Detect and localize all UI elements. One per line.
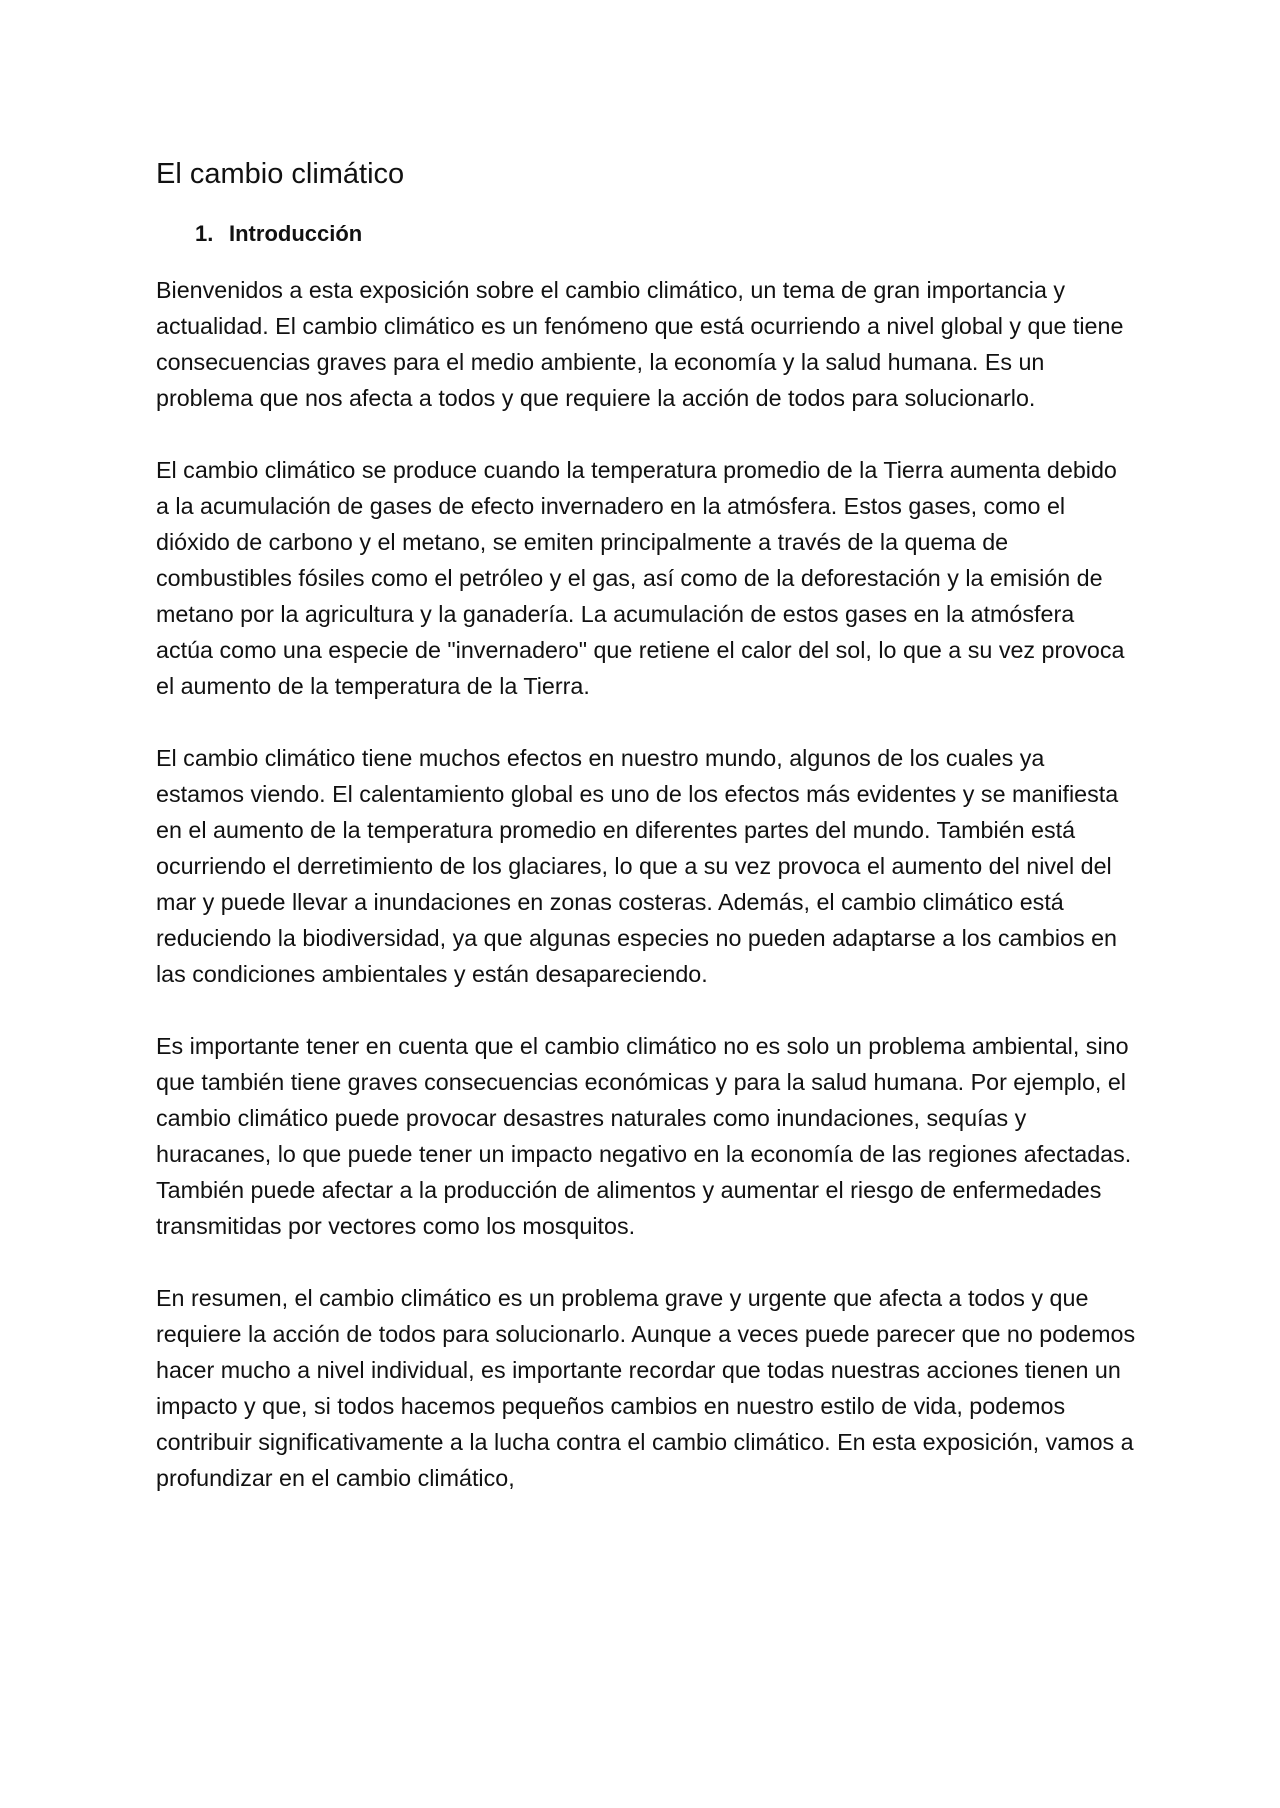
paragraph-summary: En resumen, el cambio climático es un problema grave y urgente que afecta a todos y que requiere la acción de todos para solucionarlo. Aunque a veces puede parecer que no podemos hacer mucho a nivel individual, es importante recordar que todas nuestras acciones tienen un impacto y que, si todos hacemos pequeños cambios en nuestro estilo de vida, podemos contribuir significativamente a la lucha contra el cambio climático. En esta exposición, vamos a profundizar en el cambio climático,	[156, 1285, 1136, 1491]
section-title: Introducción	[229, 221, 363, 246]
section-number: 1.	[195, 221, 214, 246]
paragraph-causes: El cambio climático se produce cuando la temperatura promedio de la Tierra aumenta debido a la acumulación de gases de efecto invernadero en la atmósfera. Estos gases, como el dióxido de carbono y el metano, se emiten principalmente a través de la quema de combustibles fósiles como el petróleo y el gas, así como de la deforestación y la emisión de metano por la agricultura y la ganadería. La acumulación de estos gases en la atmósfera actúa como una especie de "invernadero" que retiene el calor del sol, lo que a su vez provoca el aumento de la temperatura de la Tierra.	[156, 457, 1125, 699]
paragraph-consequences: Es importante tener en cuenta que el cambio climático no es solo un problema ambiental, sino que también tiene graves consecuencias económicas y para la salud humana. Por ejemplo, el cambio climático puede provocar desastres naturales como inundaciones, sequías y huracanes, lo que puede tener un impacto negativo en la economía de las regiones afectadas. También puede afectar a la producción de alimentos y aumentar el riesgo de enfermedades transmitidas por vectores como los mosquitos.	[156, 1033, 1132, 1239]
document-title: El cambio climático	[156, 158, 405, 190]
paragraph-effects: El cambio climático tiene muchos efectos en nuestro mundo, algunos de los cuales ya estamos viendo. El calentamiento global es uno de los efectos más evidentes y se manifiesta en el aumento de la temperatura promedio en diferentes partes del mundo. También está ocurriendo el derretimiento de los glaciares, lo que a su vez provoca el aumento del nivel del mar y puede llevar a inundaciones en zonas costeras. Además, el cambio climático está reduciendo la biodiversidad, ya que algunas especies no pueden adaptarse a los cambios en las condiciones ambientales y están desapareciendo.	[156, 745, 1119, 987]
document-body	[156, 150, 1136, 1496]
paragraph-intro: Bienvenidos a esta exposición sobre el cambio climático, un tema de gran importancia y actualidad. El cambio climático es un fenómeno que está ocurriendo a nivel global y que tiene consecuencias graves para el medio ambiente, la economía y la salud humana. Es un problema que nos afecta a todos y que requiere la acción de todos para solucionarlo.	[156, 277, 1124, 411]
section-heading	[156, 216, 1136, 252]
